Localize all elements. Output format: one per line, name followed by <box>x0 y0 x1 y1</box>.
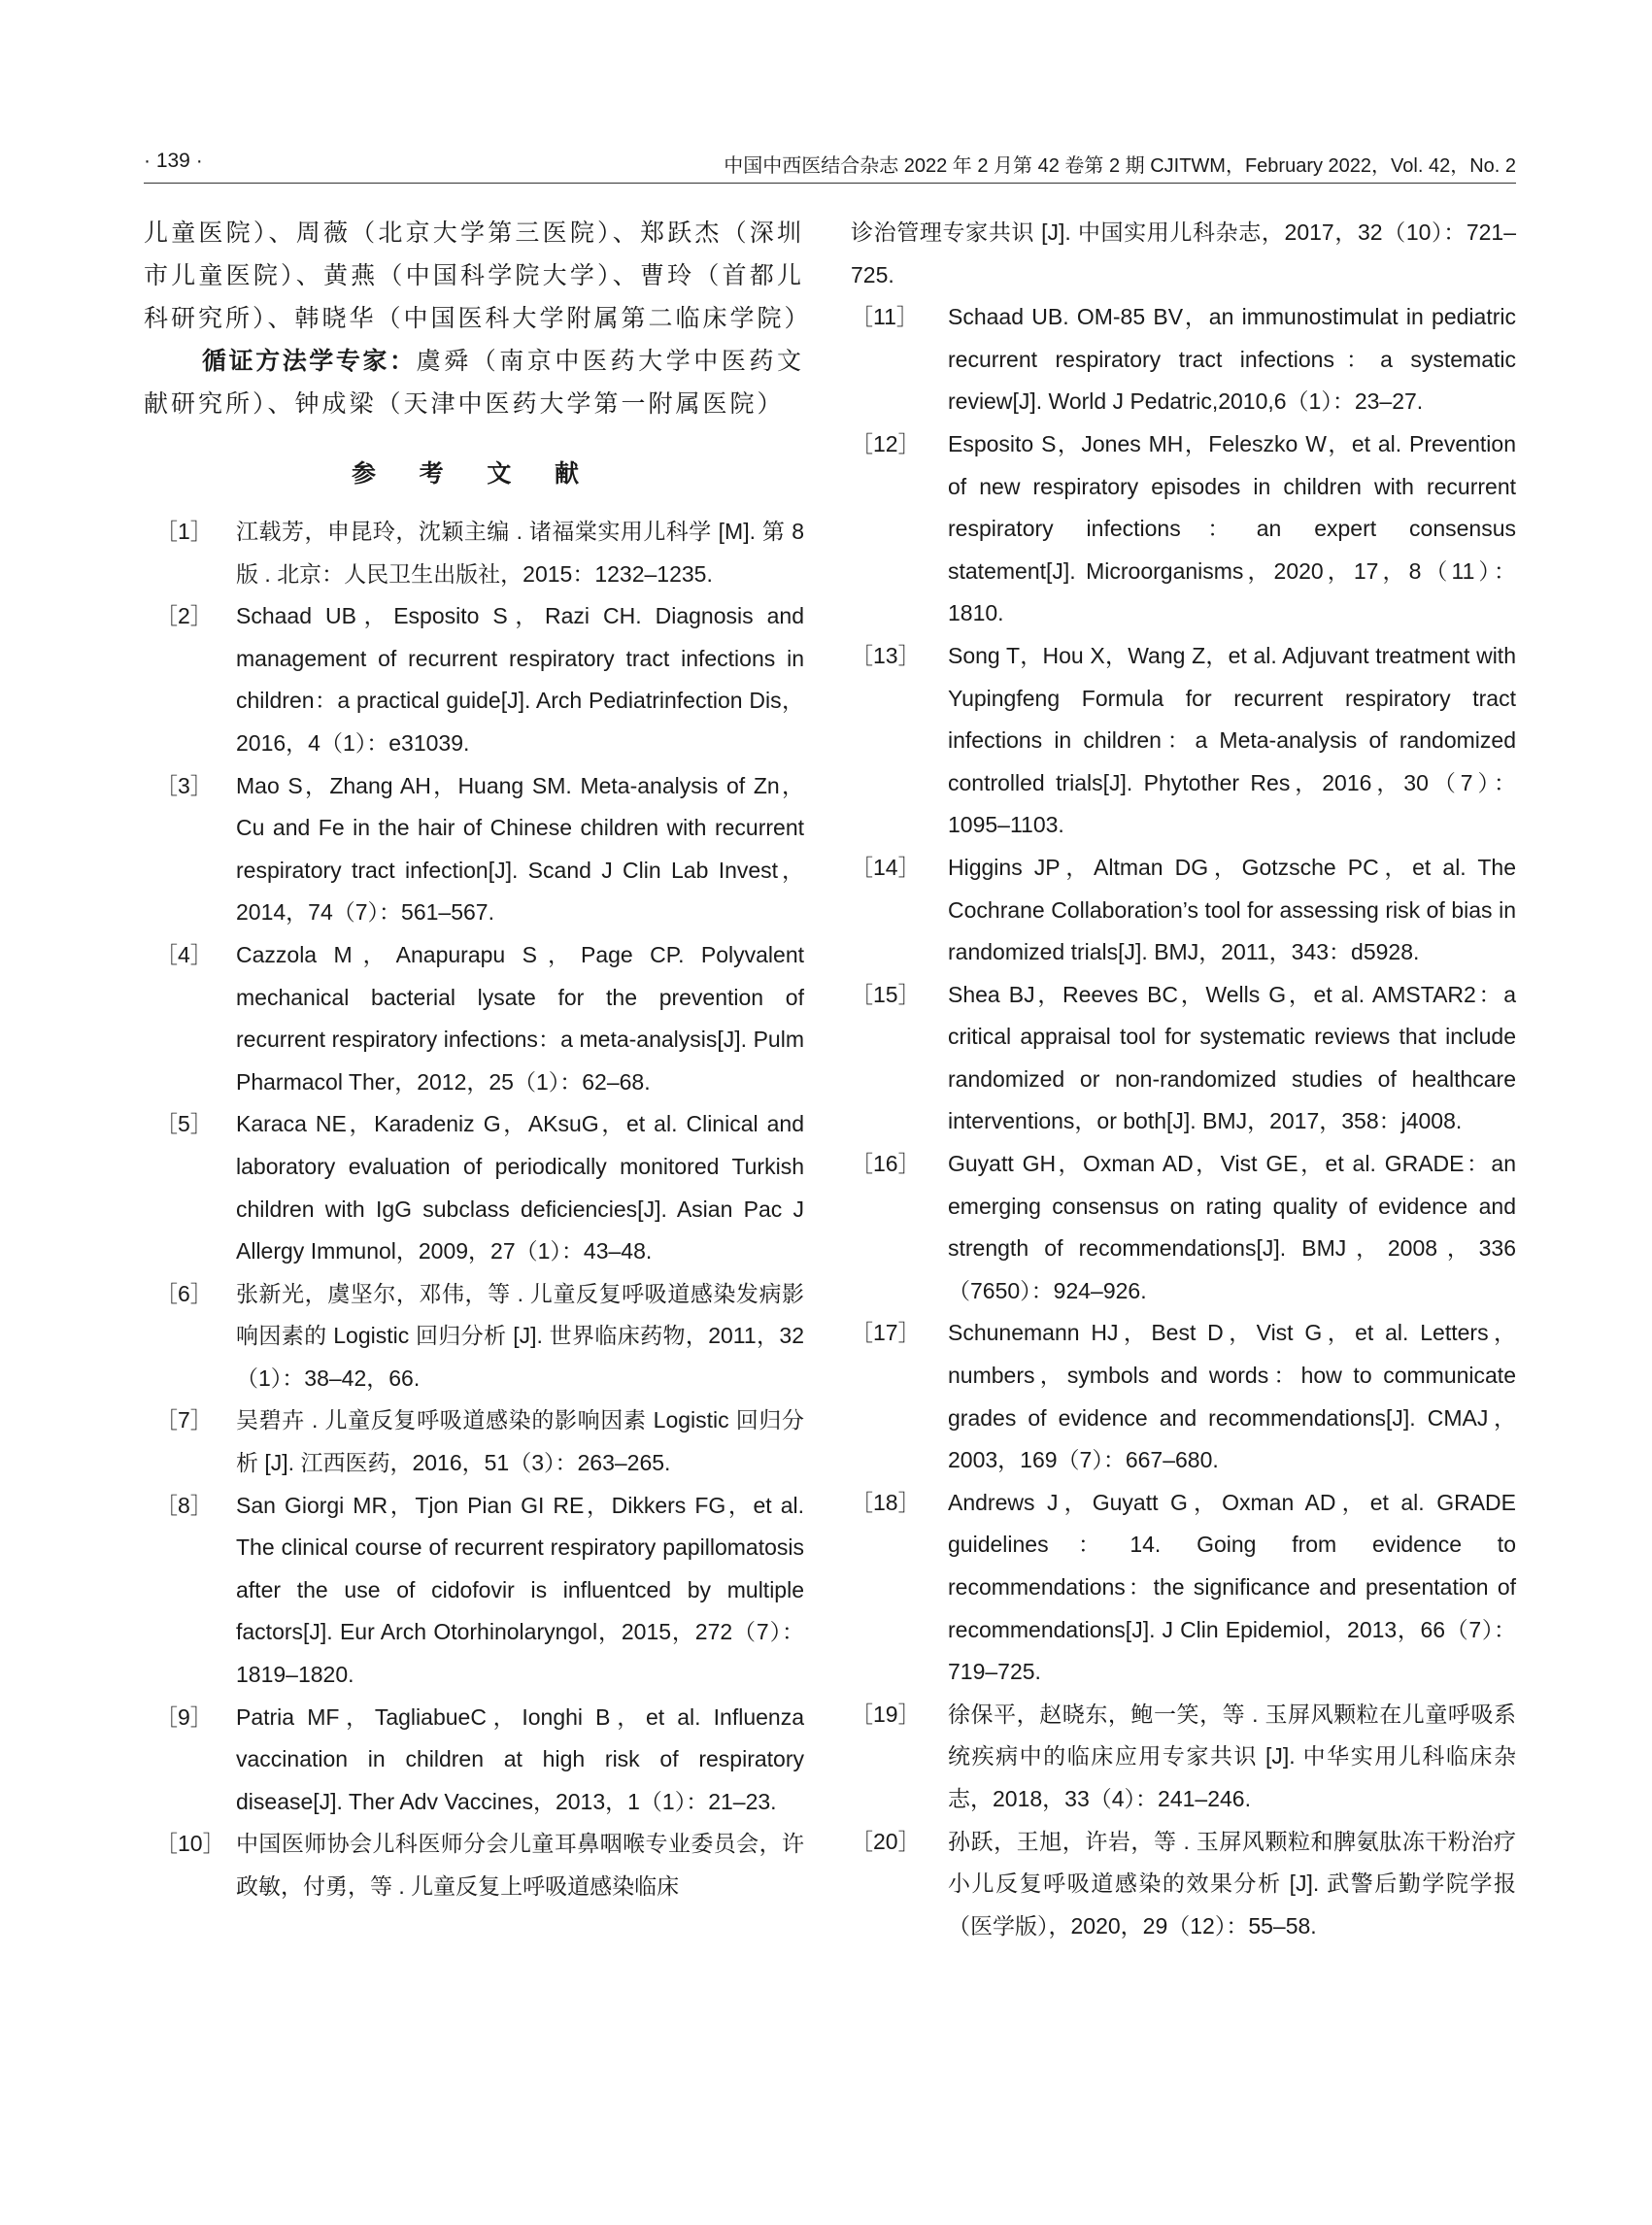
reference-item <box>144 934 804 1103</box>
reference-item <box>851 1143 1516 1312</box>
reference-item <box>144 1273 804 1400</box>
reference-item <box>144 1697 804 1824</box>
reference-item <box>144 595 804 764</box>
reference-text: 江载芳，申昆玲，沈颖主编 . 诸福棠实用儿科学 [M]. 第 8 版 . 北京：人民卫生出版社，2015：1232–1235. <box>236 519 804 587</box>
reference-item <box>851 974 1516 1143</box>
reference-number: ［5］ <box>155 1111 213 1137</box>
reference-item <box>851 296 1516 423</box>
experts-continued: 儿童医院）、周薇（北京大学第三医院）、郑跃杰（深圳市儿童医院）、黄燕（中国科学院大学）、曹玲（首都儿科研究所）、韩晓华（中国医科大学附属第二临床学院） <box>144 219 812 332</box>
reference-number: ［1］ <box>155 519 213 544</box>
reference-item <box>144 1399 804 1484</box>
reference-number: ［8］ <box>155 1492 213 1518</box>
reference-item <box>144 1103 804 1272</box>
reference-number: ［11］ <box>851 304 919 330</box>
reference-text: Patria MF，TagliabueC，Ionghi B，et al. Influenza vaccination in children at high risk of respiratory disease[J]. Ther Adv Vaccines，2013，1（1）：21–23. <box>236 1703 804 1814</box>
reference-number: ［9］ <box>155 1703 213 1730</box>
reference-text: 徐保平，赵晓东，鲍一笑，等 . 玉屏风颗粒在儿童呼吸系统疾病中的临床应用专家共识 [J]. 中华实用儿科临床杂志，2018，33（4）：241–246. <box>948 1701 1516 1811</box>
page-number: · 139 · <box>144 150 203 172</box>
reference-number: ［13］ <box>851 642 921 668</box>
methodology-text: 虞舜（南京中医药大学中医药文献研究所）、钟成梁（天津中医药大学第一附属医院） <box>144 347 804 418</box>
reference-text: 中国医师协会儿科医师分会儿童耳鼻咽喉专业委员会，许政敏，付勇，等 . 儿童反复上呼吸道感染临床 <box>236 1831 804 1899</box>
reference-number: ［17］ <box>851 1320 921 1346</box>
expert-list <box>144 212 812 425</box>
reference-text: 吴碧卉 . 儿童反复呼吸道感染的影响因素 Logistic 回归分析 [J]. 江西医药，2016，51（3）：263–265. <box>236 1407 804 1476</box>
reference-number: ［10］ <box>155 1831 225 1857</box>
reference-number: ［16］ <box>851 1151 921 1177</box>
right-column <box>851 212 1516 1947</box>
reference-list-left <box>144 511 804 1908</box>
reference-10-continued: 诊治管理专家共识 [J]. 中国实用儿科杂志，2017，32（10）：721–725. <box>851 219 1516 287</box>
reference-text: San Giorgi MR，Tjon Pian GI RE，Dikkers FG，et al. The clinical course of recurrent respiratory papillomatosis after the use of cidofovir is influentced by multiple factors[J]. Eur Arch Otorhinolaryngol，2015，272（7）：1819–1820. <box>236 1492 804 1688</box>
journal-citation: 中国中西医结合杂志 2022 年 2 月第 42 卷第 2 期 CJITWM，February 2022，Vol. 42，No. 2 <box>724 155 1516 177</box>
reference-item <box>851 635 1516 847</box>
reference-number: ［20］ <box>851 1828 921 1854</box>
reference-item <box>144 1485 804 1697</box>
reference-number: ［6］ <box>155 1280 213 1306</box>
reference-number: ［12］ <box>851 430 921 456</box>
reference-text: 孙跃，王旭，许岩，等 . 玉屏风颗粒和脾氨肽冻干粉治疗小儿反复呼吸道感染的效果分析 [J]. 武警后勤学院学报（医学版），2020，29（12）：55–58. <box>948 1828 1516 1938</box>
reference-text: Schaad UB，Esposito S，Razi CH. Diagnosis and management of recurrent respiratory tract infections in children：a practical guide[J]. Arch Pediatrinfection Dis，2016，4（1）：e31039. <box>236 603 804 756</box>
reference-text: Schaad UB. OM-85 BV，an immunostimulat in pediatric recurrent respiratory tract infections：a systematic review[J]. World J Pedatric,2010,6（1）：23–27. <box>948 304 1516 415</box>
reference-number: ［7］ <box>155 1407 213 1433</box>
reference-number: ［18］ <box>851 1489 921 1515</box>
methodology-label: 循证方法学专家： <box>202 347 417 375</box>
reference-text: Mao S，Zhang AH，Huang SM. Meta-analysis of Zn，Cu and Fe in the hair of Chinese children with recurrent respiratory tract infection[J]. Scand J Clin Lab Invest，2014，74（7）：561–567. <box>236 772 804 926</box>
reference-number: ［3］ <box>155 772 213 798</box>
reference-number: ［15］ <box>851 981 921 1007</box>
reference-text: Shea BJ，Reeves BC，Wells G，et al. AMSTAR2：a critical appraisal tool for systematic reviews that include randomized or non-randomized studies of healthcare interventions，or both[J]. BMJ，2017，358：j4008. <box>948 981 1516 1134</box>
reference-text: Schunemann HJ，Best D，Vist G，et al. Letters，numbers，symbols and words：how to communicate grades of evidence and recommendations[J]. CMAJ，2003，169（7）：667–680. <box>948 1320 1516 1473</box>
reference-item <box>851 1694 1516 1821</box>
reference-text: Esposito S，Jones MH，Feleszko W，et al. Prevention of new respiratory episodes in children with recurrent respiratory infections：an expert consensus statement[J]. Microorganisms，2020，17，8（11）：1810. <box>948 430 1516 626</box>
reference-text: Karaca NE，Karadeniz G，AKsuG，et al. Clinical and laboratory evaluation of periodically monitored Turkish children with IgG subclass deficiencies[J]. Asian Pac J Allergy Immunol，2009，27（1）：43–48. <box>236 1111 804 1264</box>
reference-number: ［19］ <box>851 1701 921 1727</box>
reference-item <box>851 423 1516 635</box>
reference-item <box>851 847 1516 974</box>
methodology-experts <box>144 340 804 425</box>
reference-number: ［4］ <box>155 941 213 967</box>
reference-number: ［2］ <box>155 603 213 629</box>
reference-item <box>851 1312 1516 1481</box>
reference-list-right <box>851 296 1516 1947</box>
reference-text: Song T，Hou X，Wang Z，et al. Adjuvant treatment with Yupingfeng Formula for recurrent respiratory tract infections in children：a Meta-analysis of randomized controlled trials[J]. Phytother Res，2016，30（7）：1095–1103. <box>948 642 1516 838</box>
reference-text: 张新光，虞坚尔，邓伟，等 . 儿童反复呼吸道感染发病影响因素的 Logistic 回归分析 [J]. 世界临床药物，2011，32（1）：38–42，66. <box>236 1280 804 1391</box>
running-header <box>144 144 1516 184</box>
reference-number: ［14］ <box>851 854 921 880</box>
references-heading: 参 考 文 献 <box>351 459 597 488</box>
reference-item <box>144 765 804 934</box>
left-column <box>144 212 812 1908</box>
reference-item <box>144 511 804 595</box>
reference-item <box>851 1821 1516 1948</box>
reference-item <box>144 1823 804 1907</box>
reference-text: Cazzola M，Anapurapu S，Page CP. Polyvalent mechanical bacterial lysate for the prevention of recurrent respiratory infections：a meta-analysis[J]. Pulm Pharmacol Ther，2012，25（1）：62–68. <box>236 941 804 1095</box>
reference-text: Andrews J，Guyatt G，Oxman AD，et al. GRADE guidelines：14. Going from evidence to recommendations：the significance and presentation of recommendations[J]. J Clin Epidemiol，2013，66（7）：719–725. <box>948 1489 1516 1685</box>
reference-text: Higgins JP，Altman DG，Gotzsche PC，et al. The Cochrane Collaboration’s tool for assessing risk of bias in randomized trials[J]. BMJ，2011，343：d5928. <box>948 854 1516 965</box>
reference-text: Guyatt GH，Oxman AD，Vist GE，et al. GRADE：an emerging consensus on rating quality of evidence and strength of recommendations[J]. BMJ，2008，336（7650）：924–926. <box>948 1151 1516 1303</box>
reference-item <box>851 1482 1516 1694</box>
